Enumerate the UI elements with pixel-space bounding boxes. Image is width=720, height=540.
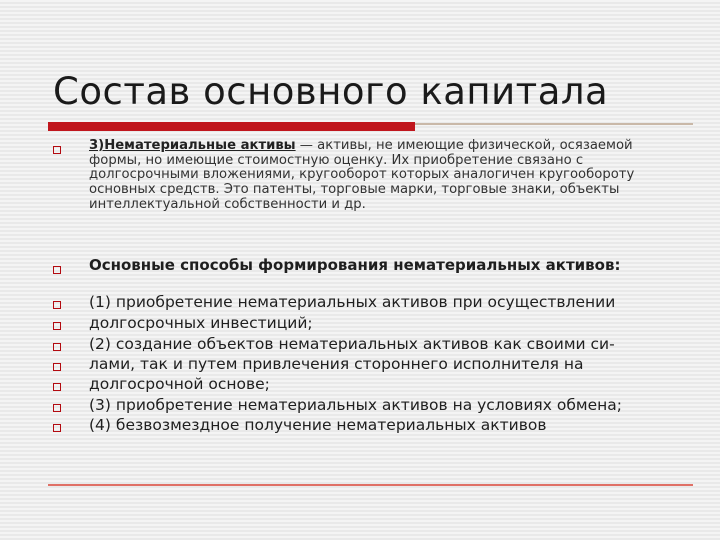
title-accent-bar bbox=[48, 122, 415, 131]
list-item: долгосрочных инвестиций; bbox=[89, 314, 313, 332]
list-item: (4) безвозмездное получение нематериальных активов bbox=[89, 416, 547, 434]
footer-divider bbox=[48, 484, 693, 486]
list-item: (3) приобретение нематериальных активов на условиях обмена; bbox=[89, 396, 622, 414]
bullet-marker bbox=[53, 363, 61, 371]
bullet-marker bbox=[53, 383, 61, 391]
definition-lead: 3)Нематериальные активы bbox=[89, 138, 296, 153]
bullet-marker bbox=[53, 343, 61, 351]
definition-text: — активы, не имеющие физической, осязаемой формы, но имеющие стоимостную оценку. Их приобретение связано с долгосрочными вложениями, кругооборот которых аналогичен кругообороту основных средств. Это патенты, торговые марки, торговые знаки, объекты интеллектуальной собственности и др. bbox=[89, 138, 635, 212]
list-item: долгосрочной основе; bbox=[89, 375, 270, 393]
bullet-marker bbox=[53, 424, 61, 432]
list-item: (2) создание объектов нематериальных активов как своими си- bbox=[89, 335, 615, 353]
list-item: лами, так и путем привлечения стороннего исполнителя на bbox=[89, 355, 584, 373]
bullet-marker bbox=[53, 404, 61, 412]
methods-heading: Основные способы формирования нематериальных активов: bbox=[89, 256, 621, 274]
bullet-marker bbox=[53, 266, 61, 274]
bullet-marker bbox=[53, 146, 61, 154]
bullet-marker bbox=[53, 322, 61, 330]
bullet-marker bbox=[53, 301, 61, 309]
slide-title: Состав основного капитала bbox=[53, 70, 609, 113]
list-item: (1) приобретение нематериальных активов при осуществлении bbox=[89, 293, 616, 311]
intangible-assets-definition bbox=[89, 139, 679, 213]
